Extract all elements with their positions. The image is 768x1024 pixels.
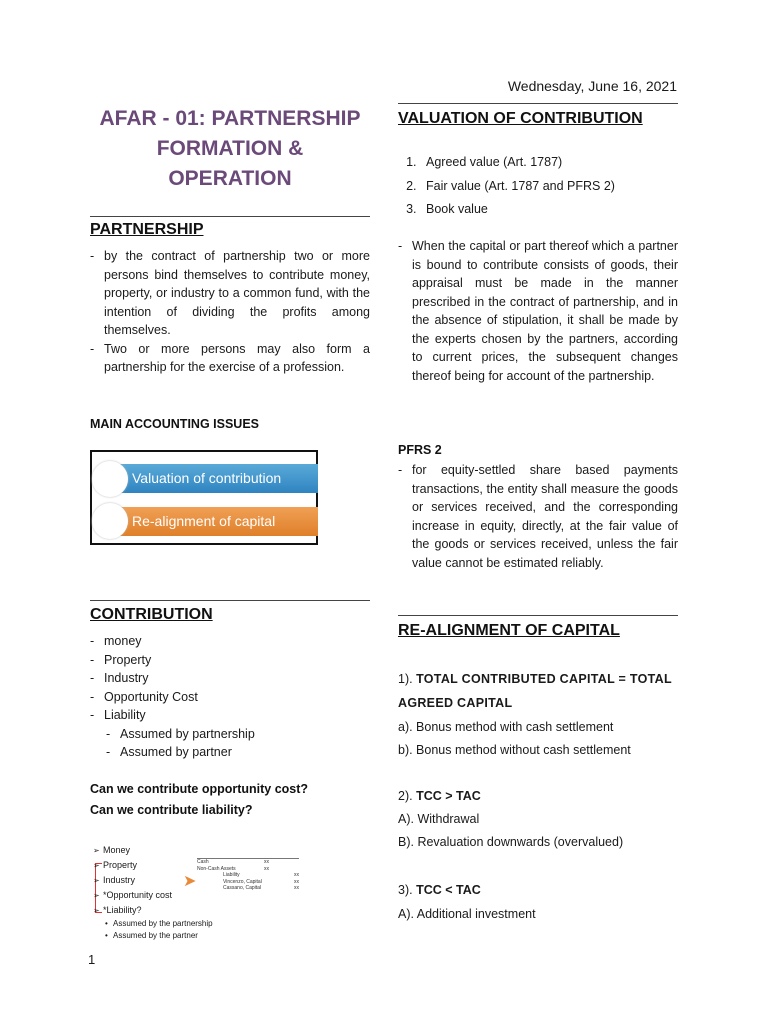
list-item: A). Additional investment (398, 907, 536, 921)
partnership-heading: PARTNERSHIP (90, 221, 204, 238)
question-opportunity-cost: Can we contribute opportunity cost? (90, 782, 309, 796)
list-item: A). Withdrawal (398, 812, 480, 826)
case-number: 2). (398, 789, 413, 803)
list-item-label: Liability (104, 708, 146, 722)
list-item: 2. Fair value (Art. 1787 and PFRS 2) (420, 177, 678, 196)
diagram-item: ➢ Money (93, 843, 213, 858)
case-number: 1). (398, 672, 413, 686)
realignment-case-2-items (398, 808, 623, 854)
document-title (88, 104, 372, 194)
circle-icon (92, 503, 128, 539)
realignment-heading: RE-ALIGNMENT OF CAPITAL (398, 622, 620, 639)
table-cell: Cassano, Capital (223, 885, 262, 891)
table-cell: xx (264, 865, 269, 872)
right-arrow-icon: ➤ (183, 873, 197, 890)
contribution-diagram (93, 843, 331, 951)
list-item: - Assumed by partnership (106, 725, 370, 744)
diagram-subitem: • Assumed by the partnership (93, 918, 213, 930)
list-item: - Opportunity Cost (90, 688, 370, 707)
date-header: Wednesday, June 16, 2021 (507, 78, 677, 94)
realignment-case-3 (398, 881, 481, 900)
realignment-case-2 (398, 787, 481, 806)
diagram-subitem: • Assumed by the partner (93, 930, 213, 942)
diagram-item: ➢ *Liability? (93, 903, 213, 918)
realignment-case-1-items (398, 716, 631, 762)
list-item: - Property (90, 651, 370, 670)
table-cell: xx (294, 885, 299, 891)
list-item: - Two or more persons may also form a partnership for the exercise of a profession. (90, 340, 370, 377)
divider (398, 615, 678, 616)
pfrs2-note (398, 461, 678, 572)
divider (90, 600, 370, 601)
issues-heading: MAIN ACCOUNTING ISSUES (90, 417, 259, 431)
case-title: TOTAL CONTRIBUTED CAPITAL = TOTAL AGREED CAPITAL (398, 672, 672, 710)
journal-entry-table (197, 858, 299, 893)
table-cell: Non-Cash Assets (197, 865, 236, 872)
list-item: b). Bonus method without cash settlement (398, 743, 631, 757)
table-cell: Liability (223, 872, 240, 878)
circle-icon (92, 461, 128, 497)
table-row (197, 885, 299, 892)
issue-valuation: Valuation of contribution (110, 464, 318, 493)
list-item: - Assumed by partner (106, 743, 370, 762)
diagram-item: ➢ Industry (93, 873, 213, 888)
list-item: - by the contract of partnership two or more persons bind themselves to contribute money, property, or industry to a common fund, with the intention of dividing the profits among themselves. (90, 247, 370, 340)
page-number: 1 (88, 952, 96, 967)
realignment-case-1 (398, 667, 678, 715)
divider (90, 216, 370, 217)
realignment-case-3-items (398, 905, 536, 924)
question-liability: Can we contribute liability? (90, 803, 253, 817)
list-item (90, 706, 370, 762)
list-item: - money (90, 632, 370, 651)
diagram-item: ➢ *Opportunity cost (93, 888, 213, 903)
title-line-2: FORMATION & (156, 137, 304, 160)
valuation-note (398, 237, 678, 385)
list-item: - Industry (90, 669, 370, 688)
table-cell: xx (294, 878, 299, 885)
pfrs2-heading: PFRS 2 (398, 443, 442, 457)
case-title: TCC < TAC (416, 883, 481, 897)
case-title: TCC > TAC (416, 789, 481, 803)
table-cell: xx (294, 872, 299, 878)
table-cell: Cash (197, 859, 209, 865)
title-line-3: OPERATION (168, 167, 292, 190)
list-item: - for equity-settled share based payments transactions, the entity shall measure the goods or services received, and the corresponding increase in equity, directly, at the fair value of the goods or services received, unless the fair value cannot be estimated reliably. (398, 461, 678, 572)
list-item: 3. Book value (420, 200, 678, 219)
list-item: - When the capital or part thereof which a partner is bound to contribute consists of goods, their appraisal must be made in the manner prescribed in the contract of partnership, and in the absence of stipulation, it shall be made by the experts chosen by the partners, according to current prices, the subsequent changes thereof being for account of the partnership. (398, 237, 678, 385)
case-number: 3). (398, 883, 413, 897)
list-item: B). Revaluation downwards (overvalued) (398, 835, 624, 849)
list-item: a). Bonus method with cash settlement (398, 720, 614, 734)
divider (398, 103, 678, 104)
list-item: 1. Agreed value (Art. 1787) (420, 153, 678, 172)
valuation-heading: VALUATION OF CONTRIBUTION (398, 110, 643, 127)
table-cell: xx (264, 859, 269, 865)
diagram-list (93, 843, 213, 942)
partnership-section (90, 247, 370, 377)
contribution-heading: CONTRIBUTION (90, 606, 213, 623)
diagram-item: ➢ Property (93, 858, 213, 873)
valuation-list (398, 153, 678, 224)
issues-diagram (90, 450, 318, 545)
contribution-list (90, 632, 370, 762)
table-cell: Vincenzo, Capital (223, 878, 262, 885)
issue-realignment: Re-alignment of capital (110, 507, 318, 536)
title-line-1: AFAR - 01: PARTNERSHIP (99, 107, 361, 130)
